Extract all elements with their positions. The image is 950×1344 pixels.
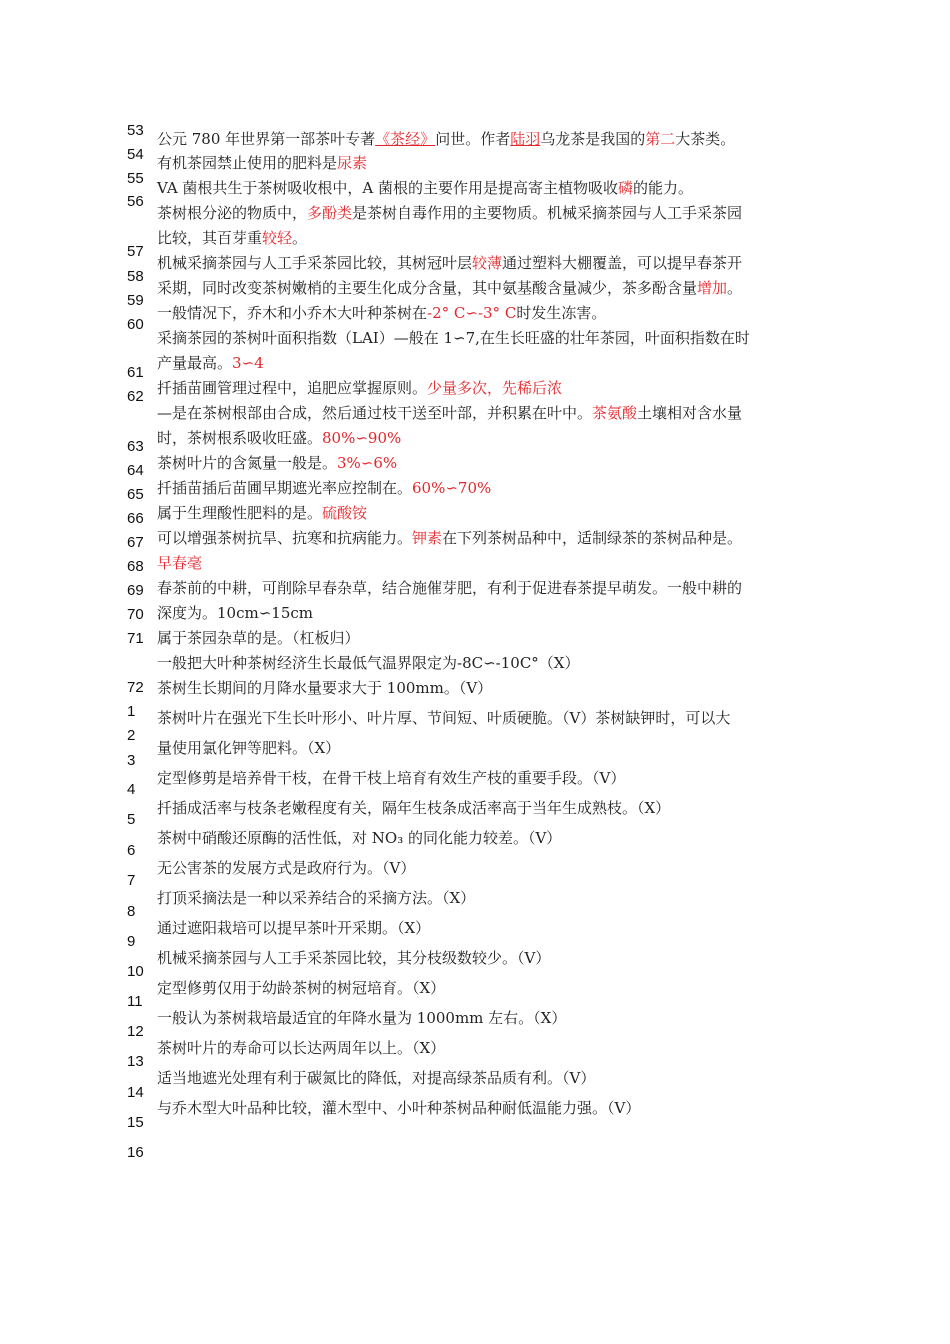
- text-line: [157, 798, 827, 818]
- text-line: [157, 328, 827, 348]
- text-line: [157, 253, 827, 273]
- line-number: 9: [127, 933, 136, 950]
- line-number: 72: [127, 679, 144, 696]
- text-line: [157, 678, 827, 698]
- answer-highlight: 钾素: [412, 529, 443, 547]
- text-segment: 机械采摘茶园与人工手采茶园比较，其树冠叶层: [157, 254, 473, 272]
- text-segment: 是茶树自毒作用的主要物质。机械采摘茶园与人工手采茶园: [352, 204, 743, 222]
- text-segment: 产量最高。: [157, 354, 233, 372]
- text-line: [157, 978, 827, 998]
- text-line: [157, 553, 827, 573]
- answer-highlight: 陆羽: [510, 130, 541, 148]
- line-number: 61: [127, 364, 144, 381]
- text-segment: 问世。作者: [435, 130, 511, 148]
- text-segment: 采摘茶园的茶树叶面积指数（LAI）—般在 1∽7,在生长旺盛的壮年茶园，叶面积指数在时: [157, 329, 750, 347]
- text-segment: 比较，其百芽重: [157, 229, 263, 247]
- answer-highlight: 80%∽90%: [322, 429, 402, 447]
- text-line: [157, 1038, 827, 1058]
- text-segment: 定型修剪仅用于幼龄茶树的树冠培育。（X）: [157, 979, 446, 997]
- answer-highlight: 第二: [645, 130, 676, 148]
- text-segment: 与乔木型大叶品种比较，灌木型中、小叶种茶树品种耐低温能力强。（V）: [157, 1099, 641, 1117]
- text-segment: 通过遮阳栽培可以提早茶叶开采期。（X）: [157, 919, 431, 937]
- text-line: [157, 478, 827, 498]
- line-number: 63: [127, 438, 144, 455]
- text-segment: 一般把大叶种茶树经济生长最低气温界限定为-8C∽-10C°（X）: [157, 654, 580, 672]
- text-segment: 茶树叶片的寿命可以长达两周年以上。（X）: [157, 1039, 446, 1057]
- answer-highlight: 较薄: [472, 254, 503, 272]
- text-segment: 深度为。10cm∽15cm: [157, 604, 313, 622]
- text-segment: 属于茶园杂草的是。（杠板归）: [157, 629, 360, 647]
- answer-highlight: 多酚类: [307, 204, 353, 222]
- answer-highlight: 增加: [697, 279, 728, 297]
- line-number: 69: [127, 582, 144, 599]
- answer-highlight: 磷: [618, 179, 634, 197]
- text-line: [157, 1008, 827, 1028]
- answer-highlight: 3∽4: [232, 354, 264, 372]
- line-number: 13: [127, 1053, 144, 1070]
- text-segment: 。: [727, 279, 743, 297]
- line-number: 71: [127, 630, 144, 647]
- text-line: [157, 353, 827, 373]
- text-segment: 一般认为茶树栽培最适宜的年降水量为 1000mm 左右。（X）: [157, 1009, 567, 1027]
- text-line: [157, 918, 827, 938]
- answer-highlight: 少量多次，先稀后浓: [427, 379, 563, 397]
- text-segment: 有机茶园禁止使用的肥料是: [157, 154, 338, 172]
- text-line: [157, 228, 827, 248]
- text-line: [157, 178, 827, 198]
- text-line: [157, 428, 827, 448]
- line-number: 65: [127, 486, 144, 503]
- text-segment: —是在茶树根部由合成，然后通过枝干送至叶部，并积累在叶中。: [157, 404, 593, 422]
- text-segment: 采期，同时改变茶树嫩梢的主要生化成分含量，其中氨基酸含量减少，茶多酚含量: [157, 279, 698, 297]
- line-number: 58: [127, 268, 144, 285]
- answer-highlight: 茶氨酸: [592, 404, 638, 422]
- text-segment: 乌龙茶是我国的: [540, 130, 646, 148]
- line-number: 7: [127, 872, 136, 889]
- text-line: [157, 503, 827, 523]
- line-number: 62: [127, 388, 144, 405]
- line-number: 11: [127, 993, 143, 1010]
- text-line: [157, 653, 827, 673]
- text-line: [157, 708, 827, 728]
- text-line: [157, 303, 827, 323]
- text-line: [157, 578, 827, 598]
- line-number: 2: [127, 727, 136, 744]
- line-number: 56: [127, 193, 144, 210]
- text-segment: 公元 780 年世界第一部茶叶专著: [157, 130, 376, 148]
- line-number: 54: [127, 146, 144, 163]
- text-line: [157, 738, 827, 758]
- text-line: [157, 603, 827, 623]
- text-segment: 打顶采摘法是一种以采养结合的采摘方法。（X）: [157, 889, 476, 907]
- text-segment: 春茶前的中耕，可削除早春杂草，结合施催芽肥，有利于促进春茶提早萌发。一般中耕的: [157, 579, 743, 597]
- answer-highlight: 尿素: [337, 154, 368, 172]
- text-segment: 机械采摘茶园与人工手采茶园比较，其分枝级数较少。（V）: [157, 949, 551, 967]
- line-number: 57: [127, 243, 144, 260]
- line-number: 1: [127, 703, 136, 720]
- text-segment: 一般情况下，乔木和小乔木大叶种茶树在: [157, 304, 428, 322]
- text-segment: 土壤相对含水量: [637, 404, 743, 422]
- line-number: 59: [127, 292, 144, 309]
- line-number: 10: [127, 963, 144, 980]
- text-segment: 通过塑料大棚覆盖，可以提早春茶开: [502, 254, 743, 272]
- text-line: [157, 203, 827, 223]
- line-number: 5: [127, 811, 136, 828]
- text-line: [157, 129, 827, 149]
- line-number: 53: [127, 122, 144, 139]
- text-segment: 茶树叶片在强光下生长叶形小、叶片厚、节间短、叶质硬脆。（V）茶树缺钾时，可以大: [157, 709, 731, 727]
- text-line: [157, 278, 827, 298]
- line-number: 64: [127, 462, 144, 479]
- answer-highlight: 早春毫: [157, 554, 203, 572]
- text-segment: VA 菌根共生于茶树吸收根中，A 菌根的主要作用是提高寄主植物吸收: [157, 179, 619, 197]
- line-number: 55: [127, 170, 144, 187]
- text-segment: 扦插苗插后苗圃早期遮光率应控制在。: [157, 479, 413, 497]
- text-line: [157, 528, 827, 548]
- line-number: 60: [127, 316, 144, 333]
- text-segment: 扦插苗圃管理过程中，追肥应掌握原则。: [157, 379, 428, 397]
- text-segment: 定型修剪是培养骨干枝，在骨干枝上培育有效生产枝的重要手段。（V）: [157, 769, 626, 787]
- text-line: [157, 153, 827, 173]
- text-line: [157, 888, 827, 908]
- text-line: [157, 858, 827, 878]
- text-segment: 量使用氯化钾等肥料。（X）: [157, 739, 341, 757]
- text-segment: 属于生理酸性肥料的是。: [157, 504, 323, 522]
- line-number: 14: [127, 1084, 144, 1101]
- line-number: 67: [127, 534, 144, 551]
- answer-highlight: 《茶经》: [375, 130, 436, 148]
- line-number: 70: [127, 606, 144, 623]
- text-line: [157, 1068, 827, 1088]
- text-line: [157, 1098, 827, 1118]
- text-segment: 茶树中硝酸还原酶的活性低，对 NO₃ 的同化能力较差。（V）: [157, 829, 562, 847]
- text-segment: 可以增强茶树抗旱、抗寒和抗病能力。: [157, 529, 413, 547]
- text-line: [157, 403, 827, 423]
- answer-highlight: -2° C∽-3° C: [427, 304, 517, 322]
- text-segment: 扦插成活率与枝条老嫩程度有关，隔年生枝条成活率高于当年生成熟枝。（X）: [157, 799, 671, 817]
- text-segment: 的能力。: [633, 179, 694, 197]
- line-number: 3: [127, 752, 136, 769]
- line-number: 8: [127, 903, 136, 920]
- text-line: [157, 828, 827, 848]
- text-segment: 大茶类。: [675, 130, 736, 148]
- answer-highlight: 较轻: [262, 229, 293, 247]
- line-number: 68: [127, 558, 144, 575]
- answer-highlight: 60%∽70%: [412, 479, 492, 497]
- line-number: 6: [127, 842, 136, 859]
- text-segment: 时发生冻害。: [516, 304, 607, 322]
- line-number: 12: [127, 1023, 144, 1040]
- text-segment: 无公害茶的发展方式是政府行为。（V）: [157, 859, 416, 877]
- line-number: 4: [127, 781, 136, 798]
- text-segment: 茶树叶片的含氮量一般是。: [157, 454, 338, 472]
- line-number: 16: [127, 1144, 144, 1161]
- text-line: [157, 378, 827, 398]
- text-segment: 茶树根分泌的物质中，: [157, 204, 308, 222]
- text-line: [157, 768, 827, 788]
- line-number: 66: [127, 510, 144, 527]
- text-segment: 适当地遮光处理有利于碳氮比的降低，对提高绿茶品质有利。（V）: [157, 1069, 596, 1087]
- line-number: 15: [127, 1114, 144, 1131]
- text-segment: 。: [292, 229, 308, 247]
- answer-highlight: 硫酸铵: [322, 504, 368, 522]
- answer-highlight: 3%∽6%: [337, 454, 398, 472]
- text-line: [157, 628, 827, 648]
- text-line: [157, 948, 827, 968]
- text-line: [157, 453, 827, 473]
- text-segment: 茶树生长期间的月降水量要求大于 100mm。（V）: [157, 679, 493, 697]
- text-segment: 时，茶树根系吸收旺盛。: [157, 429, 323, 447]
- text-segment: 在下列茶树品种中，适制绿茶的茶树品种是。: [442, 529, 743, 547]
